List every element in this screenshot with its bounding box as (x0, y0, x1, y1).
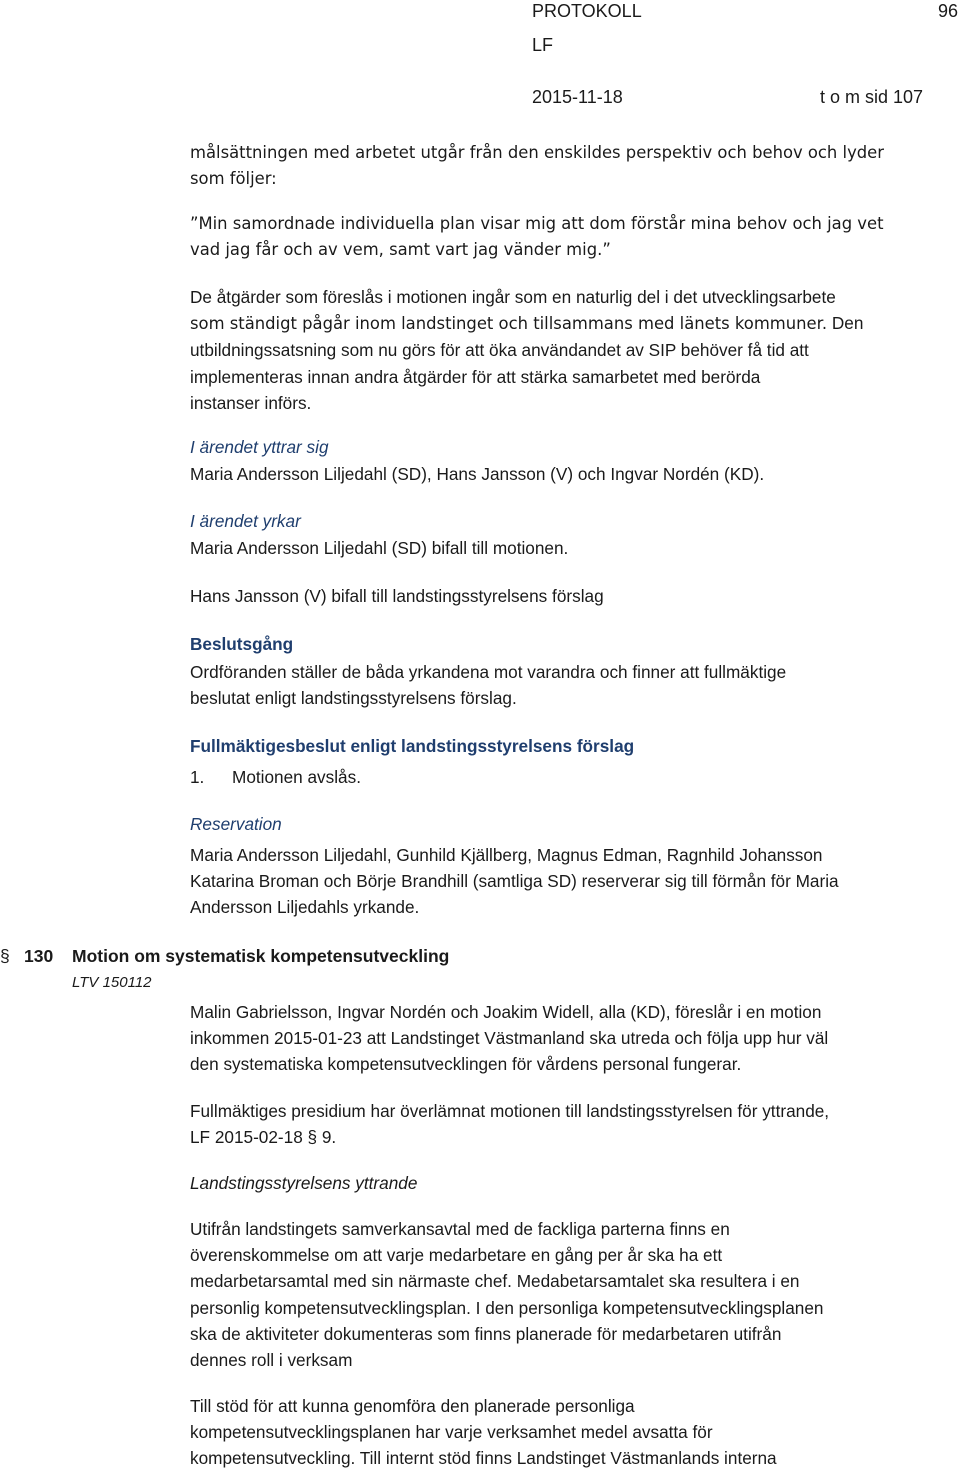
text-line: beslutat enligt landstingsstyrelsens förslag. (190, 688, 517, 709)
case-reference: LTV 150112 (72, 974, 152, 991)
opinion-paragraph (190, 1216, 942, 1373)
text-line: personlig kompetensutvecklingsplan. I den personliga kompetensutvecklingsplanen (190, 1297, 824, 1318)
text-line: Malin Gabrielsson, Ingvar Nordén och Joakim Widell, alla (KD), föreslår i en motion (190, 1002, 822, 1022)
text-line: ”Min samordnade individuella plan visar mig att dom förstår mina behov och jag vet (190, 214, 884, 233)
proposals-text: Maria Andersson Liljedahl (SD) bifall till motionen. (190, 538, 569, 558)
reservation-heading: Reservation (190, 814, 282, 834)
proposals-heading: I ärendet yrkar (190, 511, 301, 531)
opinion-heading: Landstingsstyrelsens yttrande (190, 1173, 418, 1193)
support-paragraph (190, 1393, 942, 1472)
decision-item-number: 1. (190, 767, 205, 787)
text-line: medarbetarsamtal med sin närmaste chef. Medabetarsamtalet ska resultera i en (190, 1271, 800, 1292)
organization-code: LF (532, 35, 554, 55)
text-line: Ordföranden ställer de båda yrkandena mot varandra och finner att fullmäktige (190, 662, 787, 682)
text-line: vad jag får och av vem, samt vart jag vänder mig.” (190, 240, 611, 260)
text-line: De åtgärder som föreslås i motionen ingår som en naturlig del i det utvecklingsarbete (190, 287, 836, 307)
section-symbol: § (0, 946, 10, 966)
section-number: 130 (24, 946, 54, 966)
statements-text: Maria Andersson Liljedahl (SD), Hans Jansson (V) och Ingvar Nordén (KD). (190, 464, 765, 484)
page-range: t o m sid 107 (820, 87, 924, 107)
procedure-heading: Beslutsgång (190, 634, 294, 654)
text-line: LF 2015-02-18 § 9. (190, 1127, 337, 1148)
presidium-paragraph (190, 1098, 942, 1150)
decision-heading: Fullmäktigesbeslut enligt landstingsstyrelsens förslag (190, 736, 635, 756)
decision-item (190, 764, 942, 790)
text-line: kompetensutvecklingsplanen har varje verksamhet medel avsatta för (190, 1422, 713, 1443)
text-line: Den (831, 313, 864, 334)
measures-paragraph (190, 284, 942, 416)
text-line: Katarina Broman och Börje Brandhill (samtliga SD) reserverar sig till förmån för Maria (190, 871, 839, 892)
text-line: den systematiska kompetensutvecklingen för vårdens personal fungerar. (190, 1054, 742, 1075)
text-line: Utifrån landstingets samverkansavtal med de fackliga parterna finns en (190, 1219, 730, 1239)
decision-item-text: Motionen avslås. (232, 767, 361, 787)
text-line: ska de aktiviteter dokumenteras som finns planerade för medarbetaren utifrån (190, 1323, 782, 1344)
text-line: utbildningssatsning som nu görs för att öka användandet av SIP behöver få tid att (190, 340, 809, 361)
text-line: målsättningen med arbetet utgår från den enskildes perspektiv och behov och lyder (190, 143, 885, 162)
text-line: Till stöd för att kunna genomföra den planerade personliga (190, 1396, 635, 1416)
text-line: Fullmäktiges presidium har överlämnat motionen till landstingsstyrelsen för yttrande, (190, 1101, 830, 1121)
document-type: PROTOKOLL (532, 1, 642, 21)
text-line: implementeras innan andra åtgärder för att stärka samarbetet med berörda (190, 366, 761, 387)
text-line: Maria Andersson Liljedahl, Gunhild Kjällberg, Magnus Edman, Ragnhild Johansson (190, 845, 823, 865)
text-line: som ständigt pågår inom landstinget och tillsammans med länets kommuner. (190, 314, 828, 334)
motion-paragraph (190, 999, 942, 1078)
meeting-date: 2015-11-18 (532, 87, 623, 107)
text-line: instanser införs. (190, 392, 312, 413)
statements-heading: I ärendet yttrar sig (190, 437, 329, 457)
text-line: som följer: (190, 169, 277, 189)
text-line: inkommen 2015-01-23 att Landstinget Västmanland ska utreda och följa upp hur väl (190, 1028, 829, 1049)
text-line: dennes roll i verksam (190, 1350, 353, 1371)
text-line: kompetensutveckling. Till internt stöd finns Landstinget Västmanlands interna (190, 1448, 777, 1469)
text-line: Andersson Liljedahls yrkande. (190, 897, 420, 918)
intro-paragraph (190, 140, 942, 192)
procedure-paragraph (190, 659, 942, 711)
reservation-paragraph (190, 842, 942, 921)
text-line: överenskommelse om att varje medarbetare en gång per år ska ha ett (190, 1245, 723, 1266)
quote-paragraph (190, 211, 942, 263)
section-title: Motion om systematisk kompetensutveckling (72, 946, 450, 966)
page-number: 96 (938, 1, 959, 21)
proposals-text-2: Hans Jansson (V) bifall till landstingsstyrelsens förslag (190, 586, 604, 606)
